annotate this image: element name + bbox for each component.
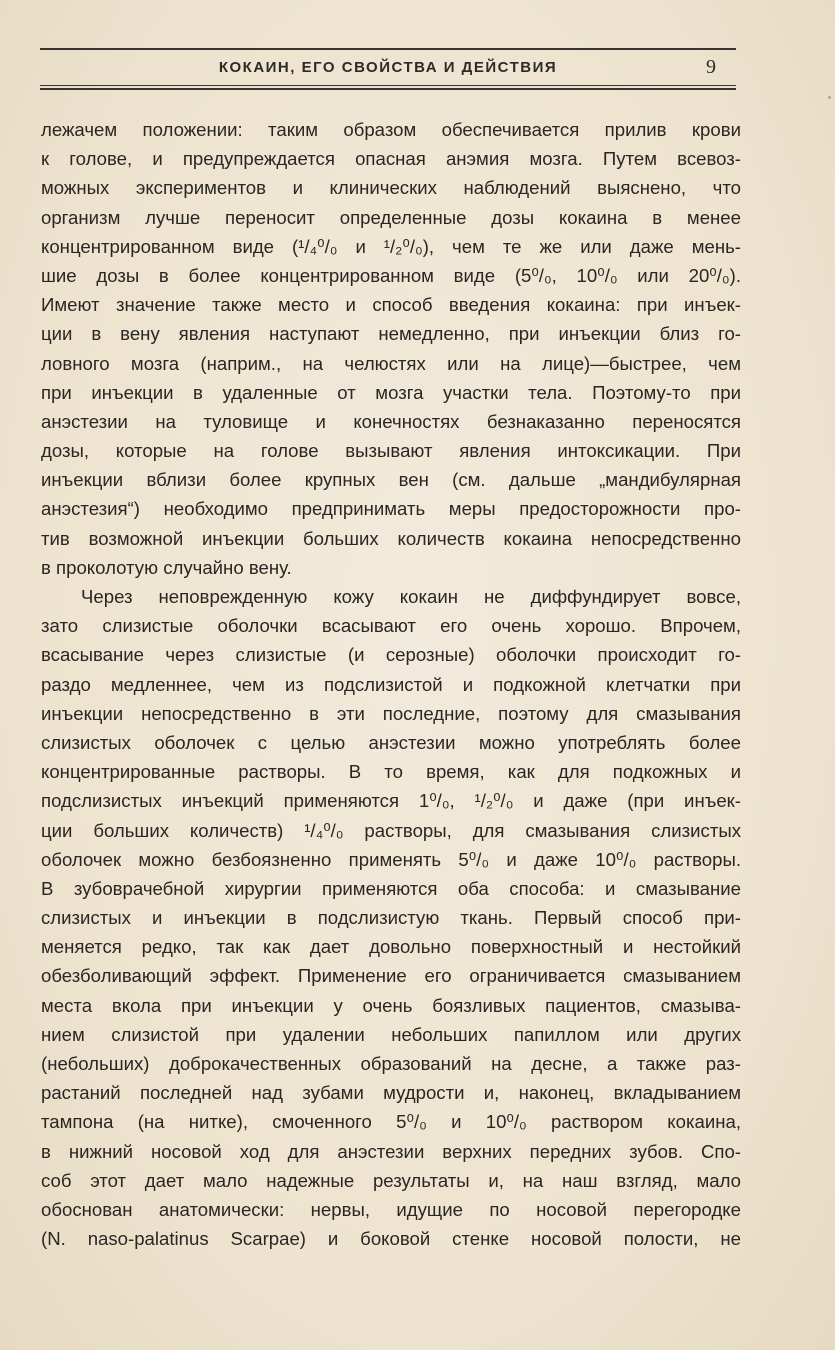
- text-line: концентрированном виде (¹/₄⁰/₀ и ¹/₂⁰/₀), чем те же или даже мень-: [41, 235, 741, 257]
- text-line: в нижний носовой ход для анэстезии верхних передних зубов. Спо-: [41, 1140, 741, 1162]
- text-line: нием слизистой при удалении небольших папиллом или других: [41, 1023, 741, 1045]
- text-line: всасывание через слизистые (и серозные) оболочки происходит го-: [41, 644, 741, 666]
- text-line: Имеют значение также место и способ введения кокаина: при инъек-: [41, 294, 741, 316]
- text-line: ции в вену явления наступают немедленно, при инъекции близ го-: [41, 323, 741, 345]
- text-line: слизистых оболочек с целью анэстезии можно употреблять более: [41, 731, 741, 753]
- text-line: анэстезия“) необходимо предпринимать меры предосторожности про-: [41, 498, 741, 520]
- text-line: оболочек можно безбоязненно применять 5⁰/₀ и даже 10⁰/₀ растворы.: [41, 848, 741, 870]
- text-line: лежачем положении: таким образом обеспечивается прилив крови: [41, 119, 741, 140]
- text-line: Через неповрежденную кожу кокаин не диффундирует вовсе,: [81, 586, 741, 607]
- page-header: [40, 56, 736, 82]
- text-line: организм лучше переносит определенные дозы кокаина в менее: [41, 206, 741, 228]
- text-line: растаний последней над зубами мудрости и, наконец, вкладыванием: [41, 1082, 741, 1104]
- text-line: к голове, и предупреждается опасная анэмия мозга. Путем всевоз-: [41, 148, 741, 170]
- text-line: слизистых и инъекции в подслизистую ткань. Первый способ при-: [41, 907, 741, 929]
- text-line: инъекции вблизи более крупных вен (см. дальше „мандибулярная: [41, 469, 741, 491]
- page-number: 9: [706, 56, 716, 78]
- header-rule-bottom-thick: [40, 88, 736, 90]
- text-line: анэстезии на туловище и конечностях безнаказанно переносятся: [41, 410, 741, 432]
- text-line: дозы, которые на голове вызывают явления интоксикации. При: [41, 440, 741, 462]
- text-line: тив возможной инъекции больших количеств кокаина непосредственно: [41, 527, 741, 549]
- text-line: ции больших количеств) ¹/₄⁰/₀ растворы, для смазывания слизистых: [41, 819, 741, 841]
- text-line: раздо медленнее, чем из подслизистой и подкожной клетчатки при: [41, 673, 741, 695]
- running-head: КОКАИН, ЕГО СВОЙСТВА И ДЕЙСТВИЯ: [218, 59, 558, 76]
- text-line: тампона (на нитке), смоченного 5⁰/₀ и 10⁰/₀ раствором кокаина,: [41, 1111, 741, 1133]
- text-line: концентрированные растворы. В то время, как для подкожных и: [41, 761, 741, 783]
- text-line: можных экспериментов и клинических наблюдений выяснено, что: [41, 177, 741, 199]
- text-line: подслизистых инъекций применяются 1⁰/₀, ¹/₂⁰/₀ и даже (при инъек-: [41, 790, 741, 812]
- header-rule-bottom: [40, 85, 736, 86]
- text-line: инъекции непосредственно в эти последние, поэтому для смазывания: [41, 702, 741, 724]
- text-line: места вкола при инъекции у очень боязливых пациентов, смазыва-: [41, 994, 741, 1016]
- paper-speck: [828, 96, 831, 99]
- text-line: в проколотую случайно вену.: [41, 556, 292, 578]
- text-line: (N. naso-palatinus Scarpae) и боковой стенке носовой полости, не: [41, 1228, 741, 1250]
- text-line: (небольших) доброкачественных образований на десне, а также раз-: [41, 1053, 741, 1074]
- text-line: обоснован анатомически: нервы, идущие по носовой перегородке: [41, 1198, 741, 1220]
- text-line: при инъекции в удаленные от мозга участки тела. Поэтому-то при: [41, 381, 741, 403]
- text-line: обезболивающий эффект. Применение его ограничивается смазыванием: [41, 965, 741, 987]
- header-rule-top: [40, 48, 736, 50]
- text-line: меняется редко, так как дает довольно поверхностный и нестойкий: [41, 936, 741, 958]
- body-text: [41, 115, 741, 1253]
- text-line: зато слизистые оболочки всасывают его очень хорошо. Впрочем,: [41, 615, 741, 637]
- text-line: В зубоврачебной хирургии применяются оба способа: и смазывание: [41, 877, 741, 899]
- text-line: соб этот дает мало надежные результаты и, на наш взгляд, мало: [41, 1169, 741, 1191]
- text-line: ловного мозга (наприм., на челюстях или на лице)—быстрее, чем: [41, 352, 741, 374]
- text-line: шие дозы в более концентрированном виде (5⁰/₀, 10⁰/₀ или 20⁰/₀).: [41, 264, 741, 286]
